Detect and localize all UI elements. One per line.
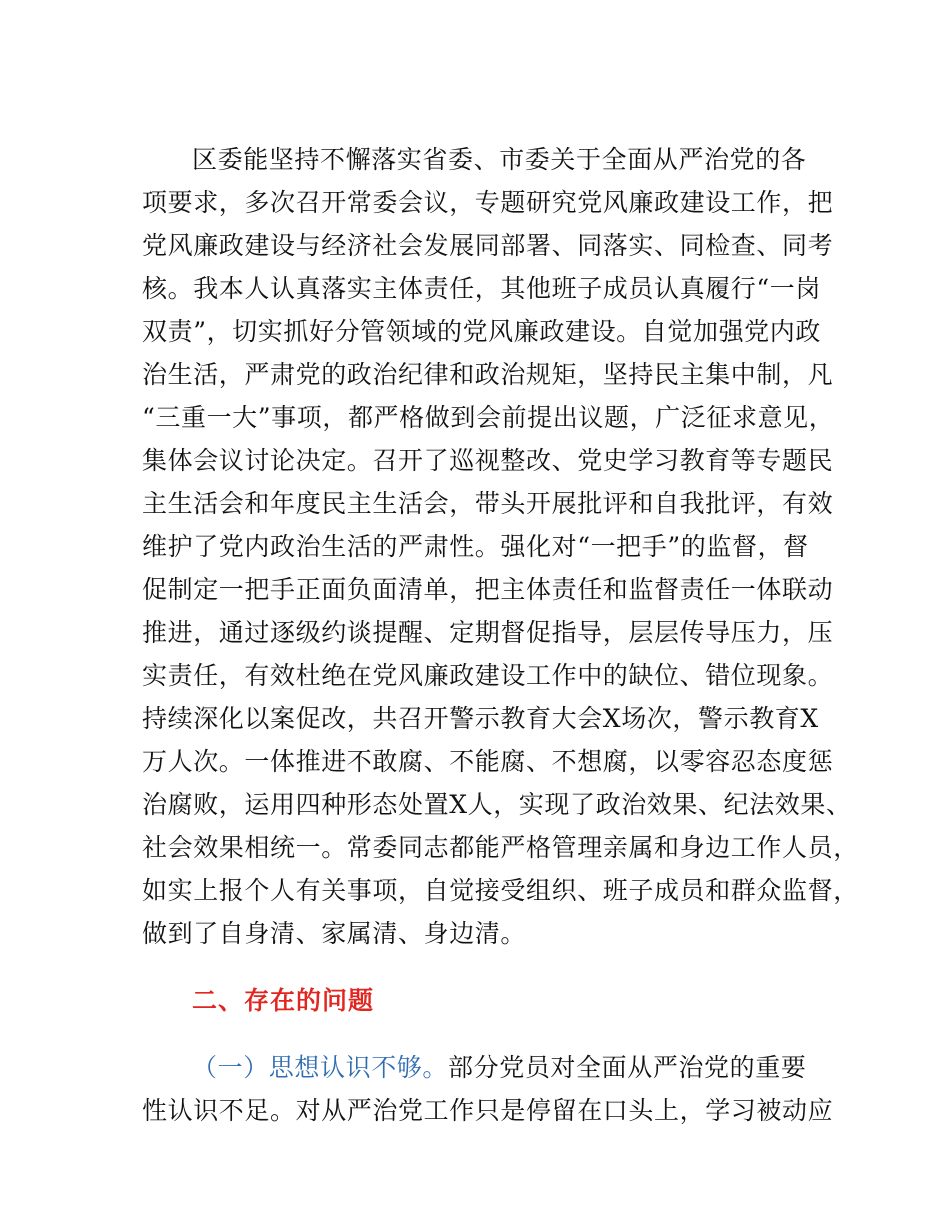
paragraph-line: 双责”，切实抓好分管领域的党风廉政建设。自觉加强党内政 [142,317,821,346]
paragraph-line: 如实上报个人有关事项，自觉接受组织、班子成员和群众监督， [142,876,859,905]
paragraph-line: 推进，通过逐级约谈提醒、定期督促指导，层层传导压力，压 [142,618,834,647]
section-heading: 二、存在的问题 [192,986,375,1015]
paragraph-line: 做到了自身清、家属清、身边清。 [142,919,527,948]
paragraph-line: 性认识不足。对从严治党工作只是停留在口头上，学习被动应 [142,1096,834,1125]
paragraph-line: 集体会议讨论决定。召开了巡视整改、党史学习教育等专题民 [142,446,834,475]
paragraph-line: 项要求，多次召开常委会议，专题研究党风廉政建设工作，把 [142,188,834,217]
paragraph-line: 党风廉政建设与经济社会发展同部署、同落实、同检查、同考 [142,231,834,260]
subsection-first-line [192,1048,882,1088]
paragraph-line: “三重一大”事项，都严格做到会前提出议题，广泛征求意见， [142,403,835,432]
paragraph-line: 促制定一把手正面负面清单，把主体责任和监督责任一体联动 [142,575,834,604]
paragraph-line: 万人次。一体推进不敢腐、不能腐、不想腐，以零容忍态度惩 [142,747,834,776]
paragraph-line: 持续深化以案促改，共召开警示教育大会X场次，警示教育X [142,704,819,733]
paragraph-line: 社会效果相统一。常委同志都能严格管理亲属和身边工作人员， [142,833,859,862]
paragraph-line: 实责任，有效杜绝在党风廉政建设工作中的缺位、错位现象。 [142,661,834,690]
paragraph-line: 治腐败，运用四种形态处置X人，实现了政治效果、纪法效果、 [142,790,852,819]
paragraph-line: 维护了党内政治生活的严肃性。强化对“一把手”的监督，督 [142,532,809,561]
paragraph-line: 治生活，严肃党的政治纪律和政治规矩，坚持民主集中制，凡 [142,360,834,389]
subsection-title: （一）思想认识不够。 [192,1053,449,1082]
paragraph-line: 区委能坚持不懈落实省委、市委关于全面从严治党的各 [192,145,807,174]
paragraph-line: 主生活会和年度民主生活会，带头开展批评和自我批评，有效 [142,489,834,518]
subsection-text: 部分党员对全面从严治党的重要 [448,1053,807,1082]
paragraph-line: 核。我本人认真落实主体责任，其他班子成员认真履行“一岗 [142,274,821,303]
